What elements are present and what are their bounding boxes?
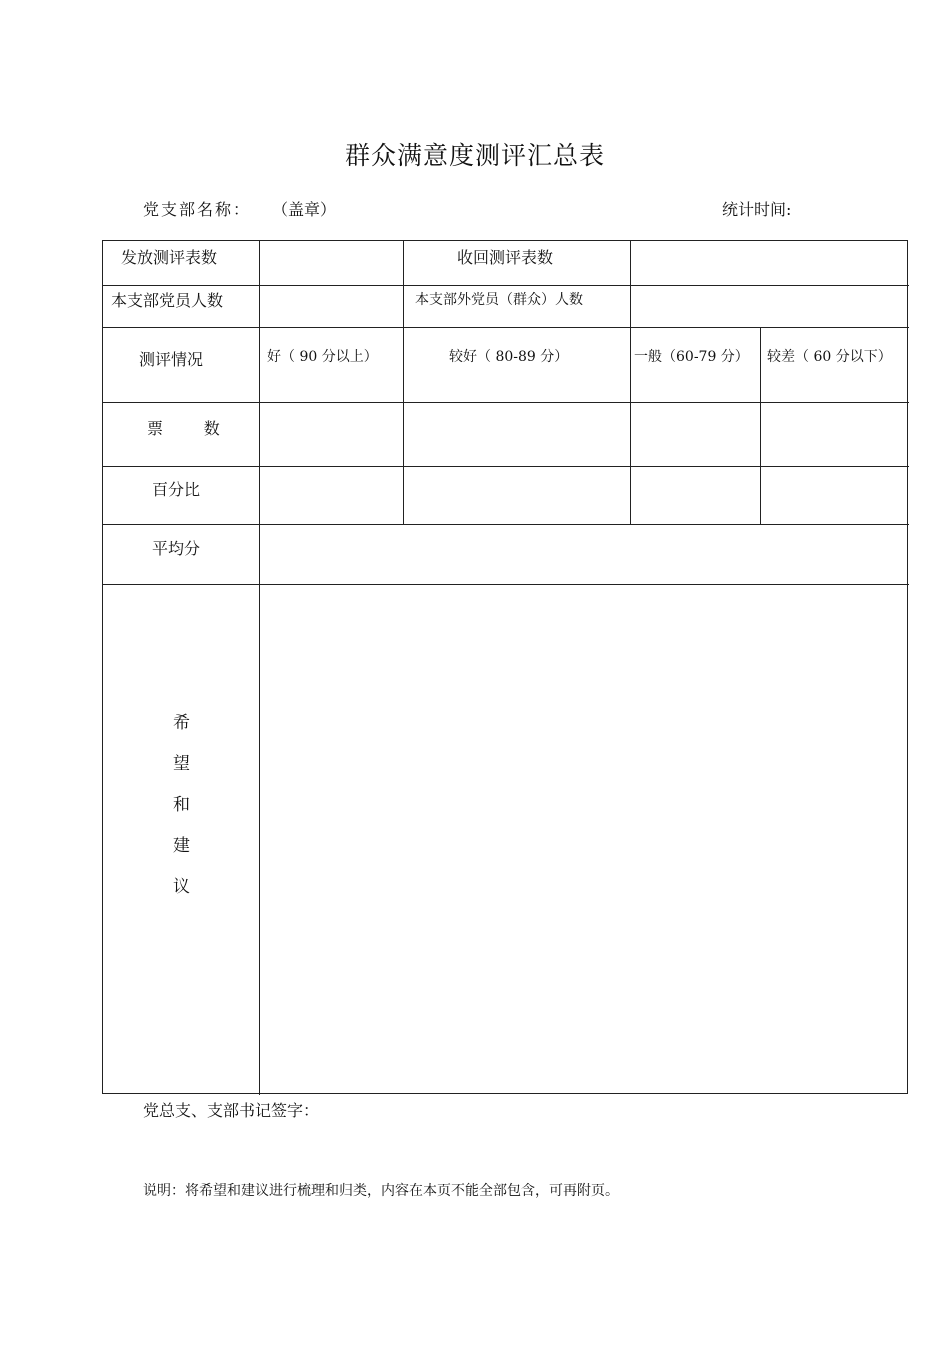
issued-forms-label: 发放测评表数: [121, 248, 218, 267]
rating-poor-header: 较差（ 60 分以下）: [767, 349, 892, 365]
row-divider: [103, 524, 909, 525]
seal-label: （盖章）: [272, 200, 337, 219]
party-members-count-label: 本支部党员人数: [111, 291, 224, 310]
row-divider: [103, 402, 909, 403]
column-divider: [760, 327, 761, 524]
branch-name-label: 党支部名称：: [143, 200, 252, 219]
rating-good-header: 好（ 90 分以上）: [267, 349, 378, 365]
row-divider: [103, 327, 909, 328]
suggestions-char: 和: [173, 795, 190, 815]
row-divider: [103, 584, 909, 585]
evaluation-label: 测评情况: [139, 350, 204, 369]
instructions-note: 说明：将希望和建议进行梳理和归类，内容在本页不能全部包含，可再附页。: [143, 1183, 619, 1199]
votes-label: 票 数: [147, 419, 220, 438]
average-score-label: 平均分: [152, 539, 201, 558]
suggestions-label: [103, 708, 260, 913]
suggestions-char: 希: [173, 713, 190, 733]
collected-forms-label: 收回测评表数: [457, 248, 554, 267]
statistics-time-label: 统计时间:: [722, 200, 792, 219]
summary-table: [102, 240, 908, 1094]
suggestions-char: 议: [173, 877, 190, 897]
row-divider: [103, 285, 909, 286]
percentage-label: 百分比: [152, 480, 201, 499]
column-divider: [403, 241, 404, 524]
rating-average-header: 一般（60-79 分）: [634, 349, 749, 365]
row-divider: [103, 466, 909, 467]
suggestions-char: 建: [173, 836, 190, 856]
page-title: 群众满意度测评汇总表: [344, 141, 605, 170]
secretary-signature-label: 党总支、支部书记签字：: [143, 1101, 320, 1120]
suggestions-char: 望: [173, 754, 190, 774]
column-divider: [259, 241, 260, 1095]
rating-fairly-good-header: 较好（ 80-89 分）: [449, 349, 569, 365]
column-divider: [630, 241, 631, 524]
non-members-count-label: 本支部外党员（群众）人数: [415, 292, 583, 308]
